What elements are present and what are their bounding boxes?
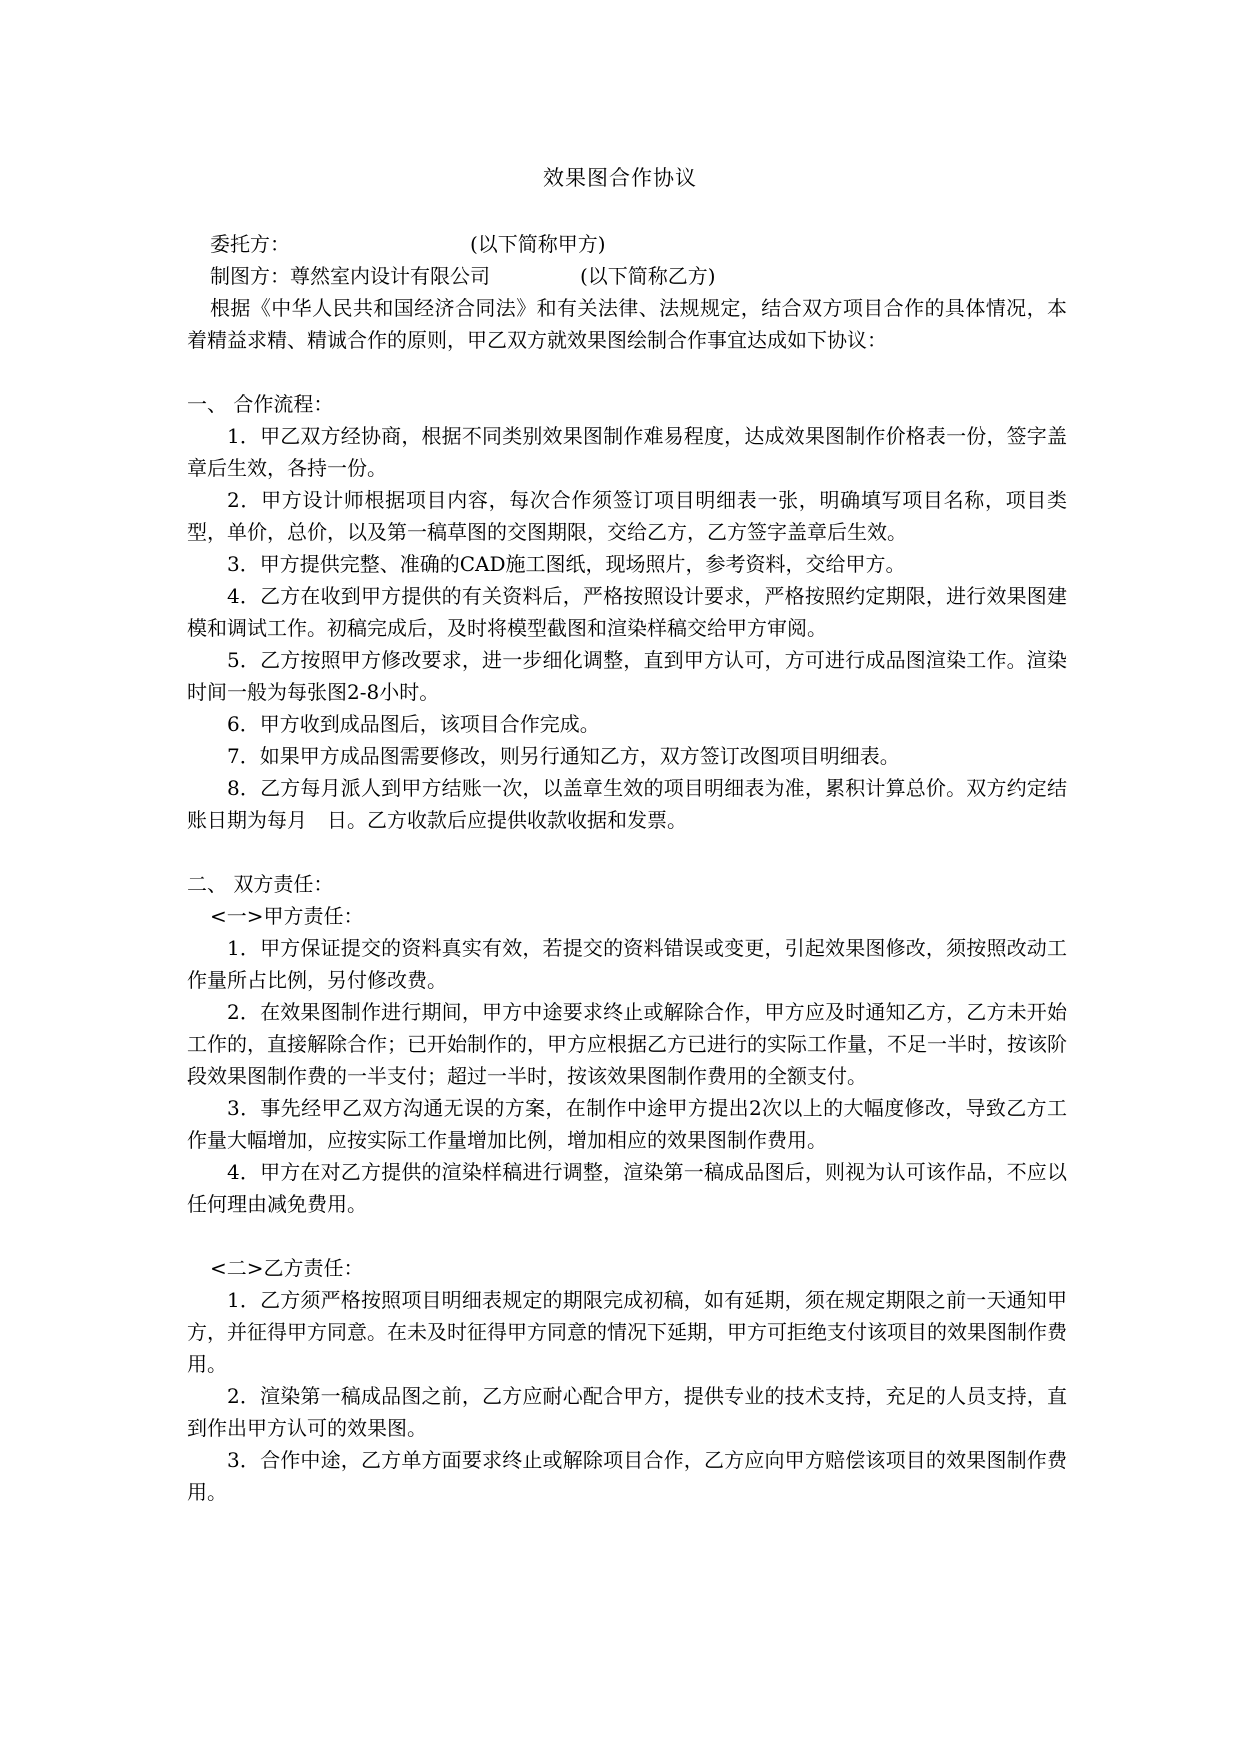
contractor-label: 制图方： [210, 264, 290, 288]
party-b-item: 2．渲染第一稿成品图之前，乙方应耐心配合甲方，提供专业的技术支持，充足的人员支持，直到作出甲方认可的效果图。 [187, 1384, 1067, 1440]
section-heading-cooperation-process: 一、 合作流程： [187, 392, 334, 416]
document-title: 效果图合作协议 [543, 166, 697, 190]
party-b-item: 3．合作中途，乙方单方面要求终止或解除项目合作，乙方应向甲方赔偿该项目的效果图制作费用。 [187, 1448, 1067, 1504]
party-a-item: 1．甲方保证提交的资料真实有效，若提交的资料错误或变更，引起效果图修改，须按照改动工作量所占比例，另付修改费。 [187, 936, 1067, 992]
client-line [187, 228, 1067, 260]
document-body [187, 228, 1067, 1508]
process-item: 6．甲方收到成品图后，该项目合作完成。 [227, 712, 600, 736]
intro-paragraph: 根据《中华人民共和国经济合同法》和有关法律、法规规定，结合双方项目合作的具体情况，本着精益求精、精诚合作的原则，甲乙双方就效果图绘制合作事宜达成如下协议： [187, 296, 1067, 352]
process-item: 1．甲乙双方经协商，根据不同类别效果图制作难易程度，达成效果图制作价格表一份，签字盖章后生效，各持一份。 [187, 424, 1067, 480]
process-item: 5．乙方按照甲方修改要求，进一步细化调整，直到甲方认可，方可进行成品图渲染工作。渲染时间一般为每张图2-8小时。 [187, 648, 1067, 704]
subheading-party-a: <一>甲方责任： [210, 904, 364, 928]
contractor-alias: (以下简称乙方) [580, 264, 716, 288]
party-a-item: 2．在效果图制作进行期间，甲方中途要求终止或解除合作，甲方应及时通知乙方，乙方未开始工作的，直接解除合作；已开始制作的，甲方应根据乙方已进行的实际工作量，不足一半时，按该阶段效果图制作费的一半支付；超过一半时，按该效果图制作费用的全额支付。 [187, 1000, 1067, 1088]
contractor-name: 尊然室内设计有限公司 [290, 264, 490, 288]
party-a-item: 3．事先经甲乙双方沟通无误的方案，在制作中途甲方提出2次以上的大幅度修改，导致乙方工作量大幅增加，应按实际工作量增加比例，增加相应的效果图制作费用。 [187, 1096, 1067, 1152]
spacer [187, 1220, 1067, 1252]
section-heading-responsibilities: 二、 双方责任： [187, 872, 334, 896]
spacer [187, 356, 1067, 388]
party-a-item: 4．甲方在对乙方提供的渲染样稿进行调整，渲染第一稿成品图后，则视为认可该作品，不应以任何理由减免费用。 [187, 1160, 1067, 1216]
process-item: 3．甲方提供完整、准确的CAD施工图纸，现场照片，参考资料，交给甲方。 [227, 552, 906, 576]
client-alias: (以下简称甲方) [470, 232, 606, 256]
process-item: 2．甲方设计师根据项目内容，每次合作须签订项目明细表一张，明确填写项目名称，项目类型，单价，总价，以及第一稿草图的交图期限，交给乙方，乙方签字盖章后生效。 [187, 488, 1067, 544]
party-b-item: 1．乙方须严格按照项目明细表规定的期限完成初稿，如有延期，须在规定期限之前一天通知甲方，并征得甲方同意。在未及时征得甲方同意的情况下延期，甲方可拒绝支付该项目的效果图制作费用。 [187, 1288, 1067, 1376]
subheading-party-b: <二>乙方责任： [210, 1256, 364, 1280]
process-item: 8．乙方每月派人到甲方结账一次，以盖章生效的项目明细表为准，累积计算总价。双方约定结账日期为每月 日。乙方收款后应提供收款收据和发票。 [187, 776, 1067, 832]
process-item: 7．如果甲方成品图需要修改，则另行通知乙方，双方签订改图项目明细表。 [227, 744, 900, 768]
process-item: 4．乙方在收到甲方提供的有关资料后，严格按照设计要求，严格按照约定期限，进行效果图建模和调试工作。初稿完成后，及时将模型截图和渲染样稿交给甲方审阅。 [187, 584, 1067, 640]
spacer [187, 836, 1067, 868]
client-label: 委托方： [210, 232, 290, 256]
contractor-line [187, 260, 1067, 292]
